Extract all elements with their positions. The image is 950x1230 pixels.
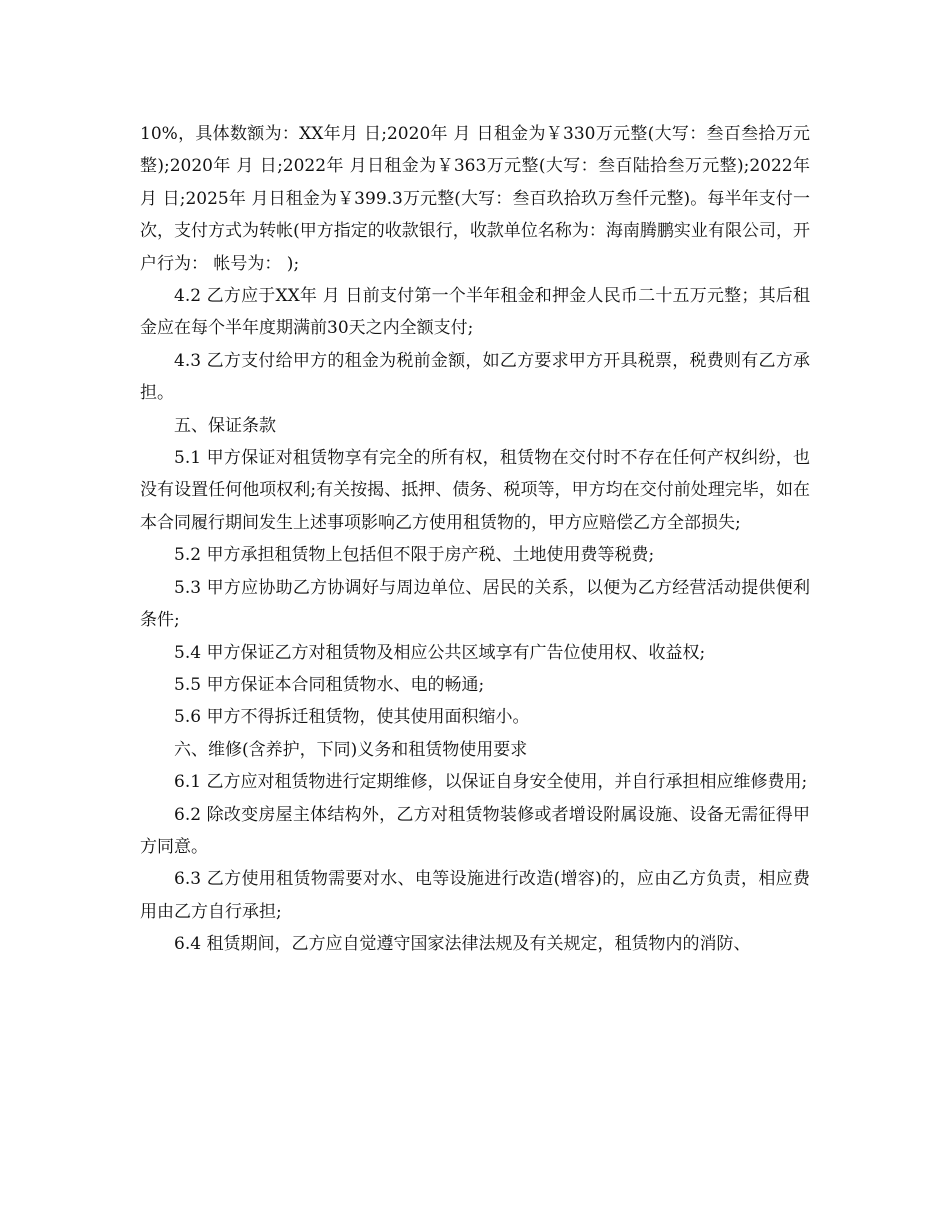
paragraph-6-2: 6.2 除改变房屋主体结构外，乙方对租赁物装修或者增设附属设施、设备无需征得甲方同意。	[140, 804, 810, 857]
paragraph-5-4: 5.4 甲方保证乙方对租赁物及相应公共区域享有广告位使用权、收益权;	[174, 642, 706, 663]
section-heading-5: 五、保证条款	[174, 415, 276, 436]
paragraph-rent-amounts: 10%，具体数额为：XX年月 日;2020年 月 日租金为￥330万元整(大写：叁百叁拾万元整);2020年 月 日;2022年 月日租金为￥363万元整(大写：叁百陆拾叁万元整);2022年 月 日;2025年 月日租金为￥399.3万元整(大写：叁百玖拾玖万叁仟元整)。每半年支付一次，支付方式为转帐(甲方指定的收款银行，收款单位名称为：海南腾鹏实业有限公司，开户行为： 帐号为： );	[140, 124, 810, 274]
paragraph-5-5: 5.5 甲方保证本合同租赁物水、电的畅通;	[174, 674, 485, 695]
paragraph-6-4: 6.4 租赁期间，乙方应自觉遵守国家法律法规及有关规定，租赁物内的消防、	[174, 934, 751, 955]
paragraph-4-3: 4.3 乙方支付给甲方的租金为税前金额，如乙方要求甲方开具税票，税费则有乙方承担。	[140, 350, 810, 404]
paragraph-6-3: 6.3 乙方使用租赁物需要对水、电等设施进行改造(增容)的，应由乙方负责，相应费用由乙方自行承担;	[140, 869, 810, 922]
paragraph-4-2: 4.2 乙方应于XX年 月 日前支付第一个半年租金和押金人民币二十五万元整；其后租金应在每个半年度期满前30天之内全额支付;	[140, 286, 810, 339]
paragraph-5-3: 5.3 甲方应协助乙方协调好与周边单位、居民的关系，以便为乙方经营活动提供便利条件;	[140, 577, 810, 631]
paragraph-6-1: 6.1 乙方应对租赁物进行定期维修，以保证自身安全使用，并自行承担相应维修费用;	[174, 772, 808, 793]
document-body	[140, 118, 810, 961]
paragraph-5-1: 5.1 甲方保证对租赁物享有完全的所有权，租赁物在交付时不存在任何产权纠纷，也没有设置任何他项权利;有关按揭、抵押、债务、税项等，甲方均在交付前处理完毕，如在本合同履行期间发生上述事项影响乙方使用租赁物的，甲方应赔偿乙方全部损失;	[140, 448, 810, 533]
section-heading-6: 六、维修(含养护，下同)义务和租赁物使用要求	[174, 739, 528, 760]
paragraph-5-2: 5.2 甲方承担租赁物上包括但不限于房产税、土地使用费等税费;	[174, 545, 655, 566]
paragraph-5-6: 5.6 甲方不得拆迁租赁物，使其使用面积缩小。	[174, 707, 530, 728]
